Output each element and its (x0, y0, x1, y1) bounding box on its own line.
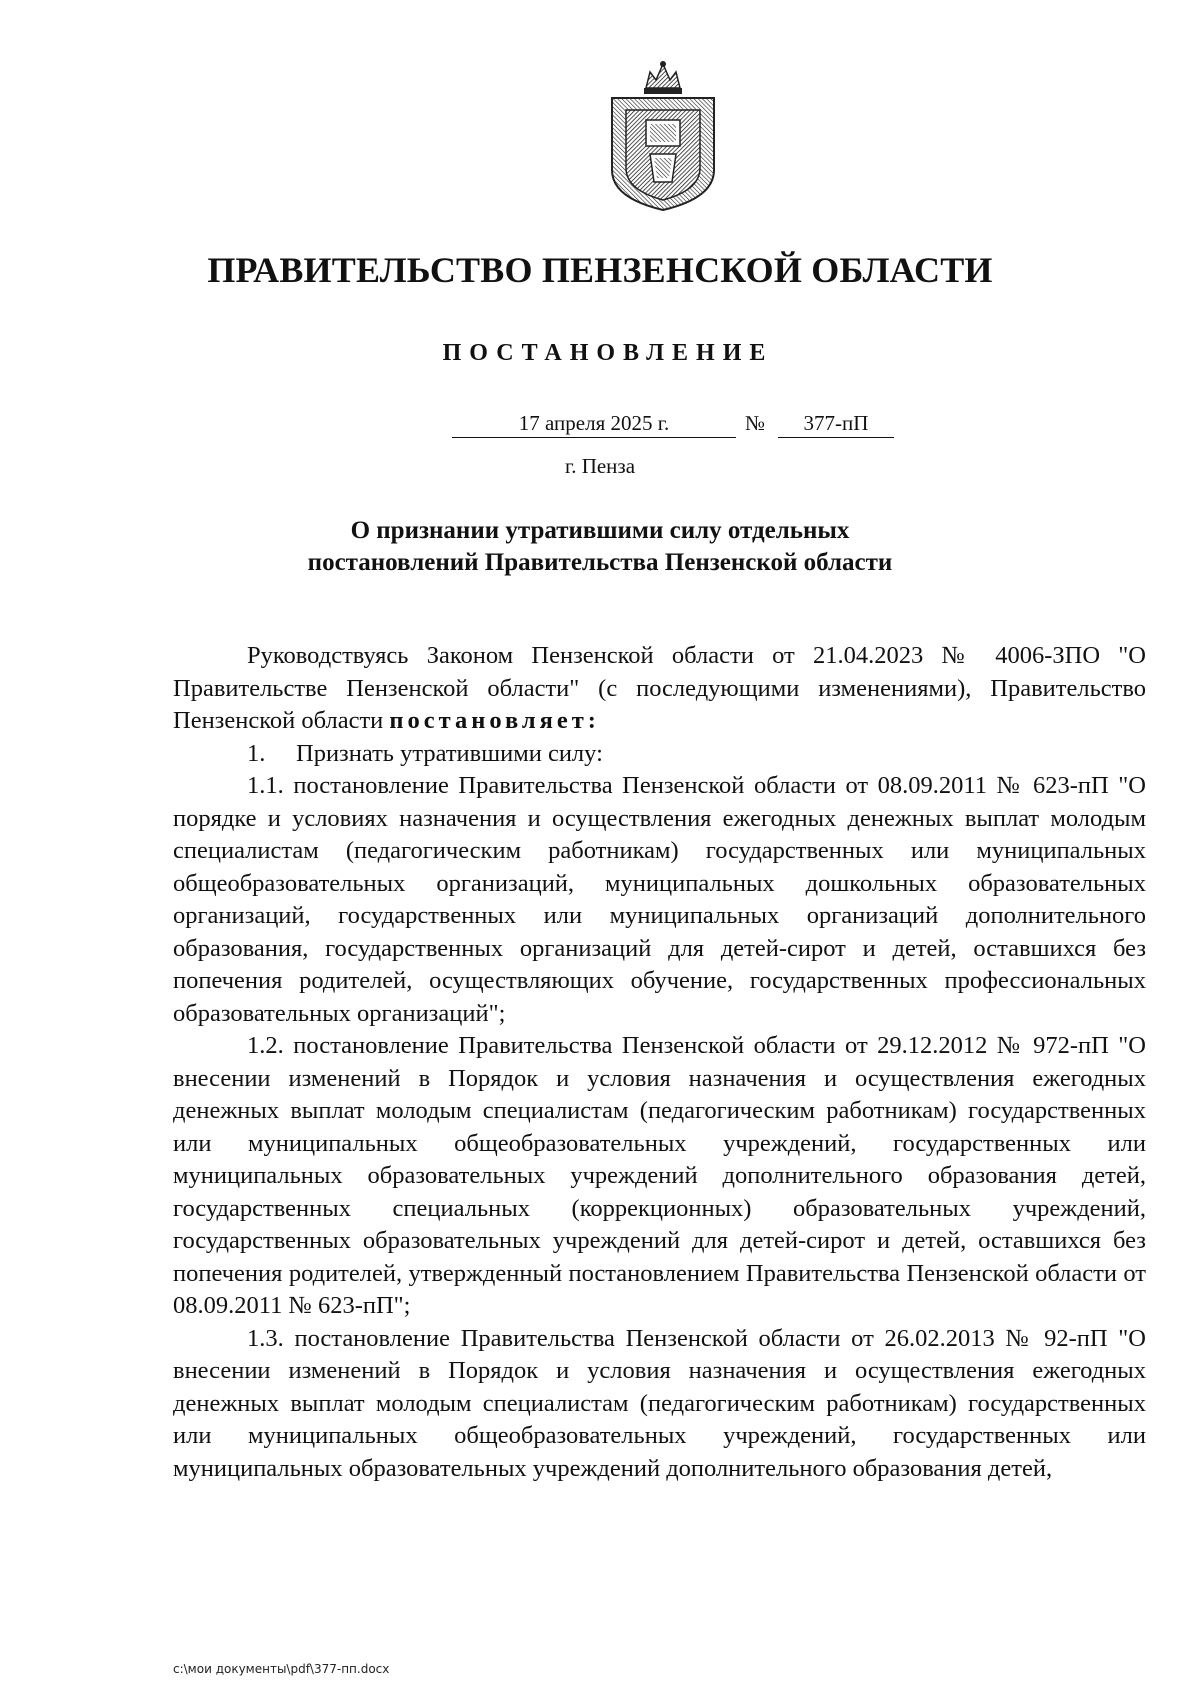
document-type: ПОСТАНОВЛЕНИЕ (442, 340, 774, 366)
item-1-3: 1.3. постановление Правительства Пензенской области от 26.02.2013 № 92-пП "О внесении изменений в Порядок и условия назначения и осуществления ежегодных денежных выплат молодым специалистам (педагогическим работникам) государственных или муниципальных общеобразовательных учреждений, государственных или муниципальных образовательных учреждений дополнительного образования детей, (173, 1324, 1146, 1482)
item-1: 1. Признать утратившими силу: (247, 739, 603, 767)
coat-of-arms-icon (606, 58, 720, 212)
subject-line-2: постановлений Правительства Пензенской области (307, 549, 893, 576)
document-subject (0, 515, 1200, 579)
document-date: 17 апреля 2025 г. (452, 410, 736, 438)
organization-title: ПРАВИТЕЛЬСТВО ПЕНЗЕНСКОЙ ОБЛАСТИ (207, 250, 993, 290)
document-body (173, 640, 1146, 1485)
document-number: 377-пП (778, 410, 894, 438)
subject-line-1: О признании утратившими силу отдельных (350, 517, 850, 544)
item-1-1: 1.1. постановление Правительства Пензенской области от 08.09.2011 № 623-пП "О порядке и условиях назначения и осуществления ежегодных денежных выплат молодым специалистам (педагогическим работникам) государственных или муниципальных общеобразовательных организаций, муниципальных дошкольных образовательных организаций, государственных или муниципальных организаций дополнительного образования, государственных организаций для детей-сирот и детей, оставшихся без попечения родителей, осуществляющих обучение, государственных профессиональных образовательных организаций"; (173, 772, 1146, 1027)
resolves-word: постановляет: (389, 707, 600, 734)
preamble-paragraph (173, 640, 1146, 738)
footer-file-path: c:\мои документы\pdf\377-пп.docx (173, 1662, 390, 1676)
document-city: г. Пенза (564, 454, 636, 478)
number-sign: № (745, 411, 766, 435)
item-1-2: 1.2. постановление Правительства Пензенской области от 29.12.2012 № 972-пП "О внесении изменений в Порядок и условия назначения и осуществления ежегодных денежных выплат молодым специалистам (педагогическим работникам) государственных или муниципальных общеобразовательных учреждений, государственных или муниципальных образовательных учреждений дополнительного образования детей, государственных специальных (коррекционных) образовательных учреждений, государственных образовательных учреждений для детей-сирот и детей, оставшихся без попечения родителей, утвержденный постановлением Правительства Пензенской области от 08.09.2011 № 623-пП"; (173, 1032, 1146, 1319)
preamble-text: Руководствуясь Законом Пензенской области от 21.04.2023 № 4006-ЗПО "О Правительстве Пензенской области" (с последующими изменениями), Правительство Пензенской области (173, 642, 1146, 734)
